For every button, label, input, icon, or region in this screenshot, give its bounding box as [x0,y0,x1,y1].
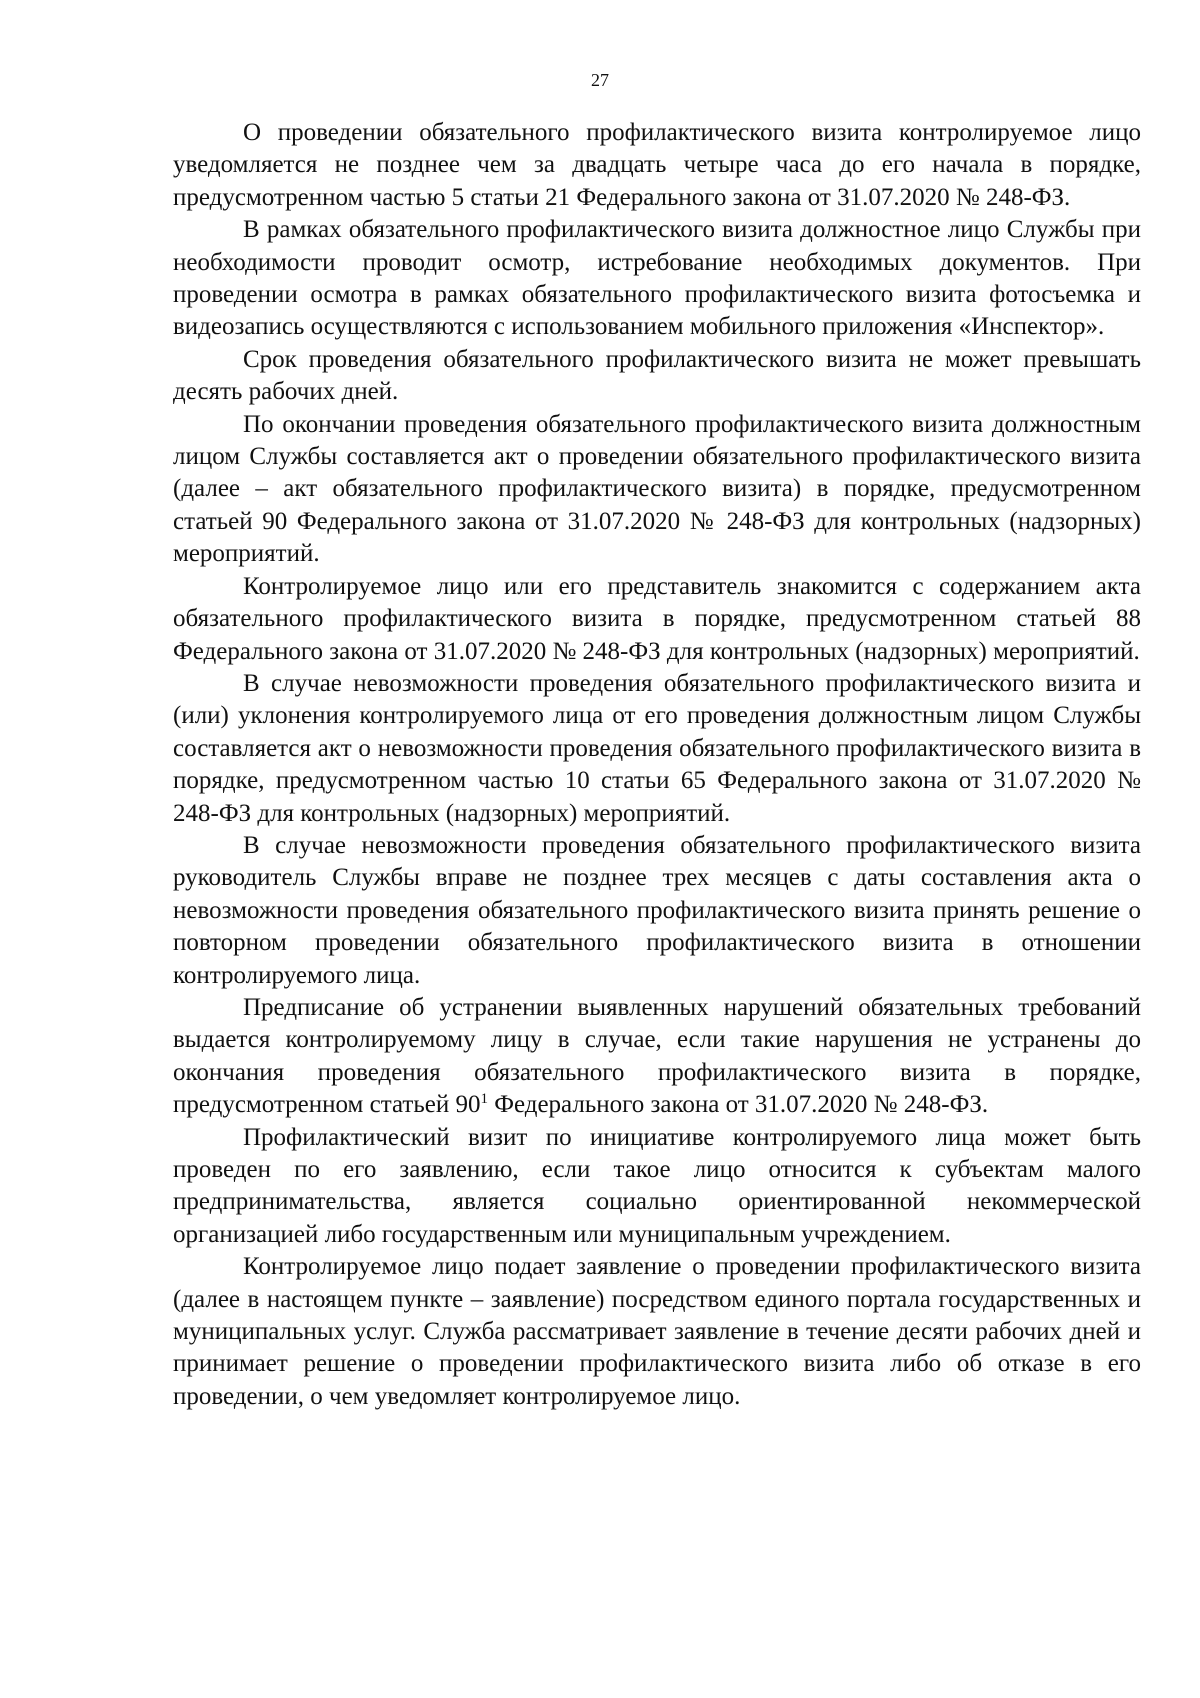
paragraph-visit-duration: Срок проведения обязательного профилактического визита не может превышать десять рабочих дней. [173,345,1141,406]
document-body [173,117,1141,1413]
superscript-footnote: 1 [480,1091,488,1108]
paragraph-visit-inspection: В рамках обязательного профилактического визита должностное лицо Службы при необходимости проводит осмотр, истребование необходимых документов. При проведении осмотра в рамках обязательного профилактического визита фотосъемка и видеозапись осуществляются с использованием мобильного приложения «Инспектор». [173,216,1141,341]
paragraph-repeat-visit: В случае невозможности проведения обязательного профилактического визита руководитель Службы вправе не позднее трех месяцев с даты составления акта о невозможности проведения обязательного профилактического визита принять решение о повторном проведении обязательного профилактического визита в отношении контролируемого лица. [173,831,1141,989]
paragraph-act-familiarization: Контролируемое лицо или его представитель знакомится с содержанием акта обязательного профилактического визита в порядке, предусмотренном статьей 88 Федерального закона от 31.07.2020 № 248-ФЗ для контрольных (надзорных) мероприятий. [173,572,1141,665]
prescription-text: Предписание об устранении выявленных нарушений обязательных требований выдается контролируемому лицу в случае, если такие нарушения не устранены до окончания проведения обязательного профилактического визита в порядке, предусмотренном статьей 90 [173,993,1141,1119]
paragraph-visit-act: По окончании проведения обязательного профилактического визита должностным лицом Службы составляется акт о проведении обязательного профилактического визита (далее – акт обязательного профилактического визита) в порядке, предусмотренном статьей 90 Федерального закона от 31.07.2020 № 248-ФЗ для контрольных (надзорных) мероприятий. [173,410,1141,568]
paragraph-application: Контролируемое лицо подает заявление о проведении профилактического визита (далее в настоящем пункте – заявление) посредством единого портала государственных и муниципальных услуг. Служба рассматривает заявление в течение десяти рабочих дней и принимает решение о проведении профилактического визита либо об отказе в его проведении, о чем уведомляет контролируемое лицо. [173,1253,1141,1410]
paragraph-initiative-visit: Профилактический визит по инициативе контролируемого лица может быть проведен по его заявлению, если такое лицо относится к субъектам малого предпринимательства, является социально ориентированной некоммерческой организацией либо государственным или муниципальным учреждением. [173,1123,1141,1248]
paragraph-visit-notification: О проведении обязательного профилактического визита контролируемое лицо уведомляется не позднее чем за двадцать четыре часа до его начала в порядке, предусмотренном частью 5 статьи 21 Федерального закона от 31.07.2020 № 248-ФЗ. [173,119,1141,211]
paragraph-impossibility-act: В случае невозможности проведения обязательного профилактического визита и (или) уклонения контролируемого лица от его проведения должностным лицом Службы составляется акт о невозможности проведения обязательного профилактического визита в порядке, предусмотренном частью 10 статьи 65 Федерального закона от 31.07.2020 № 248-ФЗ для контрольных (надзорных) мероприятий. [173,669,1141,827]
prescription-text-end: Федерального закона от 31.07.2020 № 248-ФЗ. [487,1091,989,1119]
paragraph-prescription [173,992,1141,1122]
page-number: 27 [591,70,609,90]
